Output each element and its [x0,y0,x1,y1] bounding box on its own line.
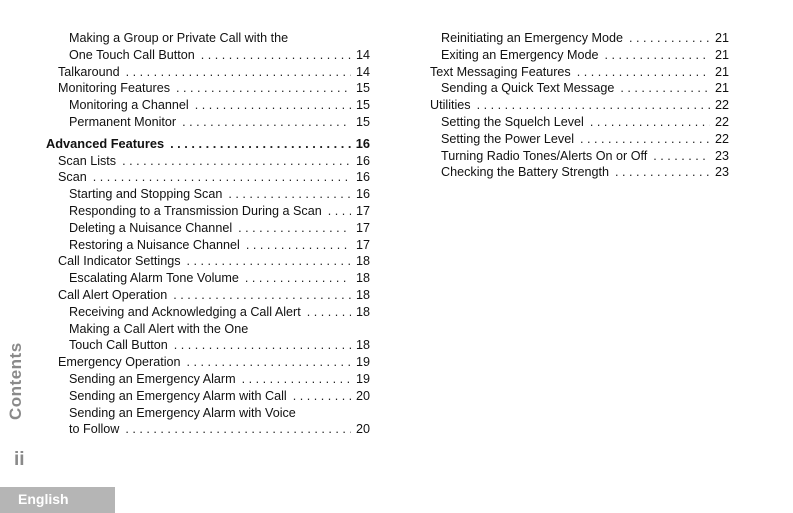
toc-page-number: 18 [355,338,370,353]
toc-entry-title: Making a Group or Private Call with the [69,31,289,45]
toc-entry-title: One Touch Call Button [69,47,195,62]
toc-leader-dots [328,203,351,220]
toc-entry-title: Permanent Monitor [69,114,177,129]
toc-entry[interactable] [46,47,370,64]
toc-entry[interactable] [46,97,370,114]
toc-entry-title: Setting the Squelch Level [441,114,584,129]
toc-page-number: 18 [355,254,370,269]
toc-page-number: 18 [355,304,370,319]
toc-entry-title: Deleting a Nuisance Channel [69,220,233,235]
toc-entry-title: Restoring a Nuisance Channel [69,237,240,252]
toc-leader-dots [307,304,351,321]
toc-page-number: 17 [355,220,370,235]
toc-entry[interactable] [46,270,370,287]
toc-entry[interactable] [46,237,370,254]
toc-page-number: 19 [355,355,370,370]
toc-leader-dots [620,80,710,97]
toc-entry[interactable] [46,220,370,237]
toc-page-number: 22 [714,131,729,146]
toc-entry-title: Touch Call Button [69,338,168,353]
toc-leader-dots [629,30,710,47]
toc-leader-dots [195,97,351,114]
toc-entry[interactable] [46,321,370,338]
toc-entry-title: Text Messaging Features [430,64,571,79]
toc-page-number: 18 [355,287,370,302]
contents-side-title: Contents [6,342,25,420]
toc-entry[interactable] [46,169,370,186]
toc-leader-dots [182,114,351,131]
toc-leader-dots [122,153,351,170]
toc-page-number: 17 [355,203,370,218]
toc-page-number: 20 [355,422,370,437]
toc-entry-title: Scan [58,170,87,185]
toc-page-number: 16 [355,135,370,151]
toc-leader-dots [590,114,710,131]
toc-leader-dots [246,237,351,254]
toc-leader-dots [201,47,351,64]
toc-leader-dots [173,287,351,304]
toc-page-number: 16 [355,170,370,185]
toc-page-number: 17 [355,237,370,252]
toc-page-number: 16 [355,187,370,202]
toc-leader-dots [125,421,351,438]
toc-entry-title: Sending a Quick Text Message [441,81,615,96]
toc-entry-title: Scan Lists [58,153,117,168]
toc-right-column [418,30,729,181]
toc-page-number: 21 [714,47,729,62]
toc-page-number: 15 [355,98,370,113]
toc-entry[interactable] [46,421,370,438]
toc-entry-title: Responding to a Transmission During a Scan [69,203,322,218]
toc-entry[interactable] [418,30,729,47]
toc-page-number: 16 [355,153,370,168]
toc-entry[interactable] [46,30,370,47]
toc-entry-title: Monitoring Features [58,81,170,96]
language-tab [0,487,115,513]
toc-entry-title: Sending an Emergency Alarm with Voice [69,405,296,420]
toc-leader-dots [577,64,710,81]
toc-entry-title: Monitoring a Channel [69,98,189,113]
toc-entry-title: Advanced Features [46,135,165,151]
page-number: ii [14,449,25,470]
toc-page-number: 22 [714,114,729,129]
toc-entry-title: Emergency Operation [58,355,181,370]
toc-leader-dots [653,148,710,165]
toc-entry[interactable] [418,164,729,181]
toc-page-number: 18 [355,271,370,286]
toc-leader-dots [605,47,710,64]
toc-leader-dots [242,371,351,388]
toc-entry[interactable] [46,203,370,220]
toc-page-number: 20 [355,388,370,403]
toc-leader-dots [477,97,710,114]
toc-entry-title: Exiting an Emergency Mode [441,47,599,62]
toc-entry-title: Escalating Alarm Tone Volume [69,271,239,286]
toc-section-heading[interactable] [46,136,370,153]
toc-entry[interactable] [418,97,729,114]
toc-page-number: 21 [714,31,729,45]
toc-entry-title: Making a Call Alert with the One [69,321,249,336]
toc-entry[interactable] [418,114,729,131]
toc-entry-title: to Follow [69,422,120,437]
toc-entry-title: Starting and Stopping Scan [69,187,223,202]
toc-entry-title: Setting the Power Level [441,131,575,146]
toc-entry-title: Call Indicator Settings [58,254,181,269]
toc-entry[interactable] [46,64,370,81]
language-label: English [18,491,69,507]
toc-leader-dots [126,64,351,81]
toc-entry-title: Receiving and Acknowledging a Call Alert [69,304,301,319]
toc-entry[interactable] [46,80,370,97]
toc-page-number: 23 [714,148,729,163]
toc-page-number: 21 [714,64,729,79]
toc-page-number: 23 [714,165,729,180]
toc-leader-dots [580,131,710,148]
toc-entry[interactable] [418,47,729,64]
toc-entry-title: Talkaround [58,64,120,79]
toc-entry-title: Utilities [430,98,471,113]
toc-entry[interactable] [46,337,370,354]
toc-leader-dots [615,164,710,181]
toc-entry[interactable] [418,64,729,81]
toc-page-number: 19 [355,371,370,386]
toc-entry-title: Turning Radio Tones/Alerts On or Off [441,148,648,163]
toc-leader-dots [238,220,351,237]
toc-entry[interactable] [46,304,370,321]
toc-entry[interactable] [46,405,370,422]
toc-page-number: 14 [355,64,370,79]
toc-entry[interactable] [46,153,370,170]
toc-entry[interactable] [46,388,370,405]
toc-entry-title: Sending an Emergency Alarm [69,371,236,386]
toc-left-column [46,30,370,438]
toc-leader-dots [187,354,351,371]
toc-entry[interactable] [46,253,370,270]
toc-entry[interactable] [418,148,729,165]
toc-entry[interactable] [418,131,729,148]
toc-page-number: 15 [355,81,370,96]
toc-page-number: 14 [355,47,370,62]
toc-leader-dots [174,337,351,354]
toc-page-number: 21 [714,81,729,96]
toc-entry[interactable] [418,80,729,97]
toc-entry[interactable] [46,371,370,388]
toc-entry[interactable] [46,287,370,304]
toc-leader-dots [187,253,351,270]
toc-entry-title: Call Alert Operation [58,287,168,302]
toc-page-number: 22 [714,98,729,113]
toc-leader-dots [245,270,351,287]
toc-entry-title: Sending an Emergency Alarm with Call [69,388,287,403]
toc-entry-title: Reinitiating an Emergency Mode [441,31,624,45]
toc-leader-dots [293,388,351,405]
toc-leader-dots [170,136,351,153]
toc-leader-dots [93,169,351,186]
toc-leader-dots [176,80,351,97]
toc-entry[interactable] [46,354,370,371]
toc-entry[interactable] [46,114,370,131]
toc-entry-title: Checking the Battery Strength [441,165,610,180]
toc-entry[interactable] [46,186,370,203]
toc-page-number: 15 [355,114,370,129]
toc-leader-dots [228,186,351,203]
